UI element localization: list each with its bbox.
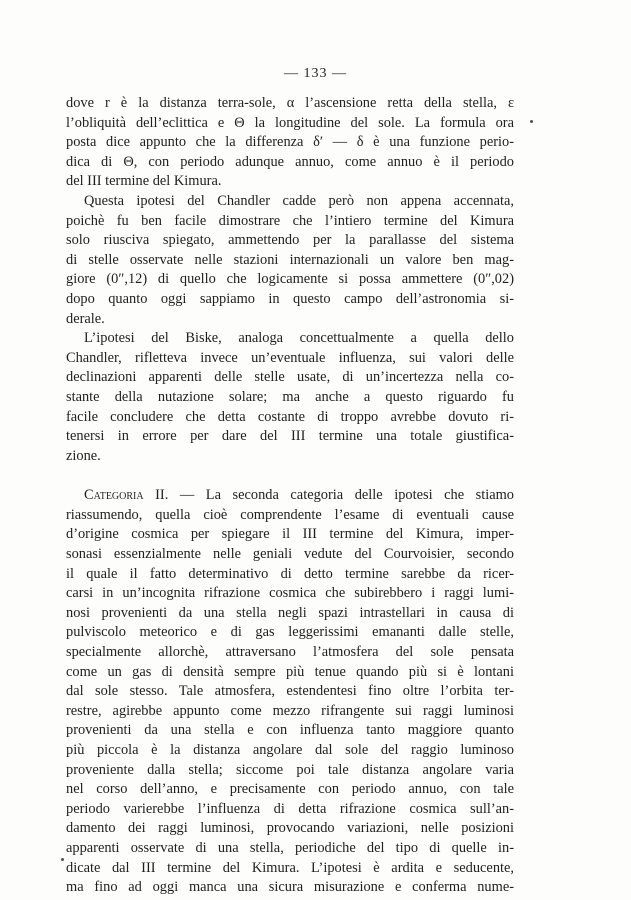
paper-speck — [61, 858, 64, 861]
text-line: riassumendo, quella cioè comprendente l’esame di eventuali cause — [66, 506, 514, 523]
text-line: nosi provenienti da una stella negli spazi intrastellari in causa di — [66, 604, 514, 621]
text-line: del III termine del Kimura. — [66, 173, 222, 190]
page-number: — 133 — — [284, 66, 347, 81]
text-line: periodo varierebbe l’influenza di detta rifrazione cosmica sull’an- — [66, 800, 514, 817]
text-line: stante della nutazione solare; ma anche a questo riguardo fu — [66, 388, 514, 405]
text-line: L’ipotesi del Biske, analoga concettualmente a quella dello — [84, 330, 514, 347]
text-line: carsi in un’incognita rifrazione cosmica che subirebbero i raggi lumi- — [66, 585, 514, 602]
paragraph-1 — [66, 94, 514, 192]
paragraph-2 — [66, 192, 514, 329]
text-line: solo riusciva spiegato, ammettendo per la parallasse del sistema — [66, 232, 514, 249]
text-line: di stelle osservate nelle stazioni internazionali un valore ben mag- — [66, 251, 514, 268]
text-line: poichè fu ben facile dimostrare che l’intiero termine del Kimura — [66, 212, 514, 229]
text-line: provenienti da una stella e con influenza tanto maggiore quanto — [66, 722, 514, 739]
text-line: Chandler, rifletteva invece un’eventuale influenza, sui valori delle — [66, 349, 514, 366]
text-line: ma fino ad oggi manca una sicura misurazione e conferma nume- — [66, 879, 514, 896]
text-line: restre, agirebbe appunto come mezzo rifrangente sui raggi luminosi — [66, 702, 514, 719]
text-line: damento dei raggi luminosi, provocando variazioni, nelle posizioni — [66, 820, 514, 837]
paragraph-3 — [66, 329, 514, 466]
text-line: più piccola è la distanza angolare dal sole del raggio luminoso — [66, 742, 514, 758]
text-line: posta dice appunto che la differenza δ′ — δ è una funzione perio- — [66, 134, 514, 151]
text-line: il quale il fatto determinativo di detto termine sarebbe da ricer- — [66, 565, 514, 582]
text-line: tenersi in errore per dare del III termine una totale giustifica- — [66, 428, 514, 445]
text-line: zione. — [66, 447, 101, 464]
text-line: proveniente dalla stella; siccome poi tale distanza angolare varia — [66, 761, 514, 778]
text-line: giore (0″,12) di quello che logicamente si possa ammettere (0″,02) — [66, 271, 514, 288]
paragraph-4 — [66, 486, 514, 897]
text-line: dopo quanto oggi sappiamo in questo campo dell’astronomia si- — [66, 290, 514, 307]
text-line: nel corso dell’anno, e precisamente con periodo annuo, con tale — [66, 781, 514, 798]
text-line: declinazioni apparenti delle stelle usate, di un’incertezza nella co- — [66, 369, 514, 386]
text-line-rest: — La seconda categoria delle ipotesi che stiamo — [168, 487, 515, 504]
text-line: derale. — [66, 310, 105, 327]
paper-speck — [530, 120, 533, 123]
text-line: d’origine cosmica per spiegare il III termine del Kimura, imper- — [66, 526, 514, 543]
text-line: facile concludere che detta costante di troppo avrebbe dovuto ri- — [66, 408, 514, 425]
text-line: dica di Θ, con periodo adunque annuo, come annuo è il periodo — [66, 153, 514, 170]
text-line: sonasi essenzialmente nelle geniali vedute del Courvoisier, secondo — [66, 546, 514, 563]
text-line: l’obliquità dell’eclittica e Θ la longitudine del sole. La formula ora — [66, 114, 514, 131]
section-gap — [66, 466, 514, 486]
text-line: pulviscolo meteorico e di gas leggerissimi emananti dalle stelle, — [66, 624, 514, 641]
text-line: dove r è la distanza terra-sole, α l’ascensione retta della stella, ε — [66, 95, 514, 111]
text-line: apparenti osservate di una stella, periodiche del tipo di quelle in- — [66, 839, 514, 856]
text-line: come un gas di densità sempre più tenue quando più si è lontani — [66, 663, 514, 680]
text-line: Questa ipotesi del Chandler cadde però non appena accennata, — [84, 192, 514, 209]
text-line: dicate dal III termine del Kimura. L’ipotesi è ardita e seducente, — [66, 859, 514, 876]
body-text — [66, 94, 514, 898]
text-line: dal sole stesso. Tale atmosfera, estendentesi fino oltre l’orbita ter- — [66, 683, 514, 700]
text-line — [66, 486, 514, 506]
section-heading: Categoria II. — [84, 487, 169, 504]
text-line: specialmente allorchè, attraversano l’atmosfera del sole pensata — [66, 644, 514, 661]
